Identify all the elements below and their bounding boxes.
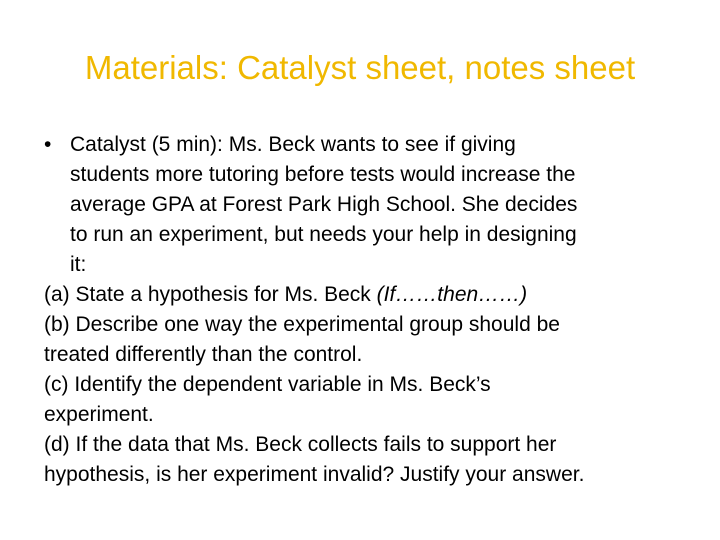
question-a — [44, 280, 694, 310]
question-a-text: (a) State a hypothesis for Ms. Beck — [44, 283, 377, 306]
question-a-hint: (If……then……) — [376, 283, 528, 306]
question-c-line: (c) Identify the dependent variable in Ms. Beck’s — [44, 373, 491, 396]
question-d-line: (d) If the data that Ms. Beck collects fails to support her — [44, 433, 557, 456]
catalyst-line: Catalyst (5 min): Ms. Beck wants to see if giving — [70, 133, 516, 156]
slide-title: Materials: Catalyst sheet, notes sheet — [84, 49, 636, 86]
catalyst-line: to run an experiment, but needs your help in designing — [70, 223, 577, 246]
question-b-line: (b) Describe one way the experimental group should be — [44, 313, 560, 336]
catalyst-line: it: — [70, 253, 87, 276]
catalyst-bullet — [44, 130, 694, 280]
catalyst-line: students more tutoring before tests would increase the — [70, 163, 576, 186]
slide-body — [44, 130, 694, 490]
catalyst-line: average GPA at Forest Park High School. She decides — [70, 193, 578, 216]
question-d-line: hypothesis, is her experiment invalid? Justify your answer. — [44, 463, 585, 486]
question-c-line: experiment. — [44, 403, 154, 426]
bullet-icon: • — [44, 133, 52, 156]
question-b-line: treated differently than the control. — [44, 343, 363, 366]
